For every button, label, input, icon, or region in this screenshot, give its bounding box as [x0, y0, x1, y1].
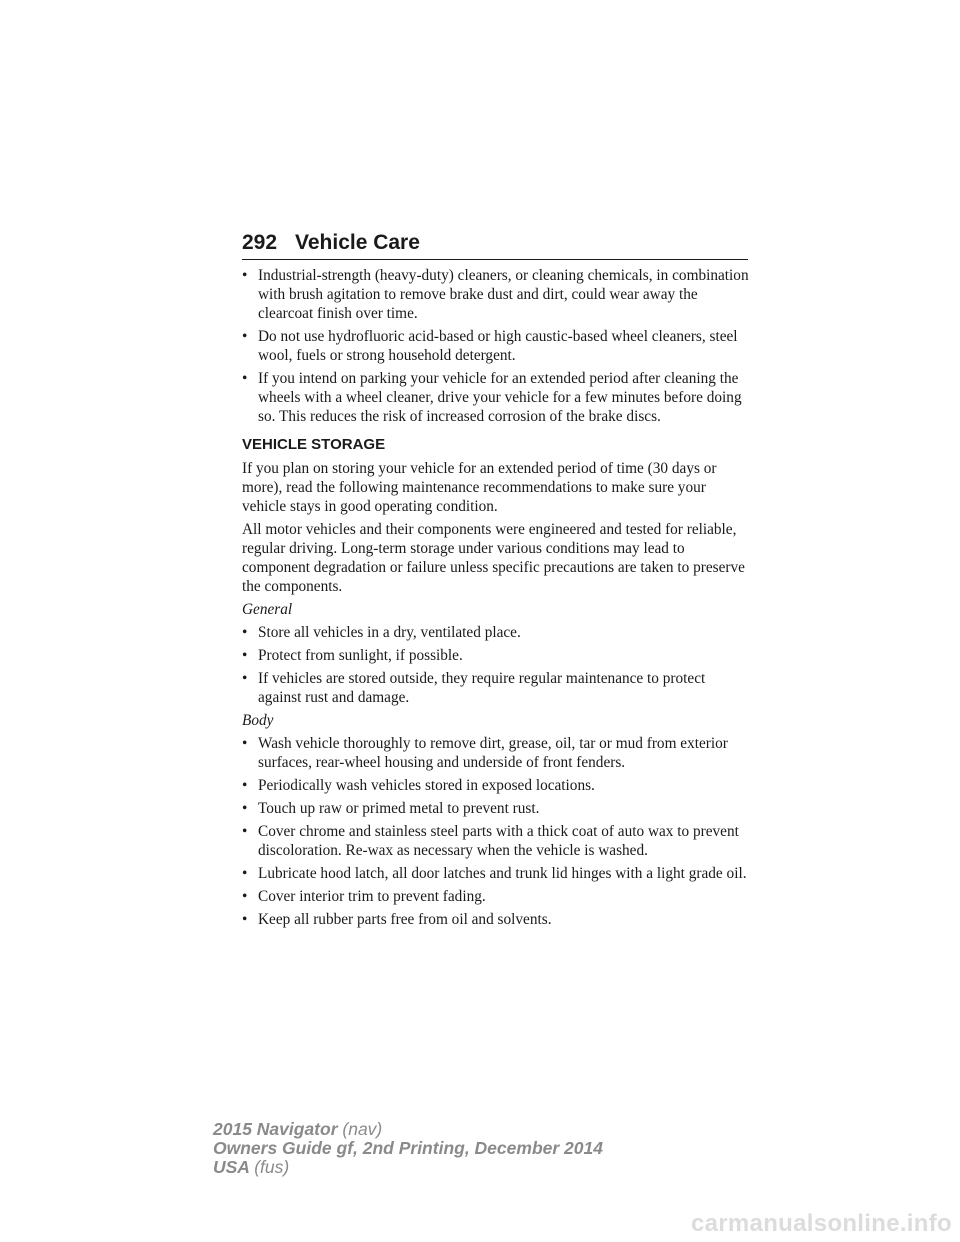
list-item — [242, 776, 752, 795]
bullet-dot: • — [242, 777, 248, 794]
bullet-text: Cover chrome and stainless steel parts with a thick coat of auto wax to prevent discoloration. Re-wax as necessary when the vehicle is washed. — [258, 823, 739, 859]
list-item — [242, 327, 752, 365]
subheading-body: Body — [242, 712, 274, 729]
bullet-dot: • — [242, 823, 248, 840]
bullet-text: Touch up raw or primed metal to prevent rust. — [258, 800, 540, 817]
page-content — [242, 266, 752, 933]
bullet-text: Cover interior trim to prevent fading. — [258, 888, 486, 905]
list-item — [242, 669, 752, 707]
list-item — [242, 910, 752, 929]
list-item — [242, 646, 752, 665]
page-number: 292 — [242, 231, 278, 254]
bullet-text: Lubricate hood latch, all door latches and trunk lid hinges with a light grade oil. — [258, 865, 747, 882]
header-rule — [242, 259, 748, 260]
list-item — [242, 822, 752, 860]
section-heading: VEHICLE STORAGE — [242, 436, 386, 453]
list-item — [242, 623, 752, 642]
footer-market: USA — [213, 1157, 250, 1177]
bullet-dot: • — [242, 865, 248, 882]
footer-line-market — [213, 1158, 603, 1177]
bullet-text: If you intend on parking your vehicle for an extended period after cleaning the wheels with a wheel cleaner, drive your vehicle for a few minutes before doing so. This reduces the risk of increased corrosion of the brake discs. — [258, 370, 742, 425]
list-item — [242, 734, 752, 772]
list-item — [242, 369, 752, 426]
bullet-dot: • — [242, 670, 248, 687]
footer-market-code: (fus) — [254, 1157, 290, 1177]
page-footer — [213, 1120, 603, 1177]
footer-guide: Owners Guide gf, 2nd Printing, December 2014 — [213, 1138, 603, 1158]
bullet-text: If vehicles are stored outside, they require regular maintenance to protect against rust and damage. — [258, 670, 706, 706]
bullet-dot: • — [242, 735, 248, 752]
footer-line-model — [213, 1120, 603, 1139]
section-title: Vehicle Care — [295, 231, 420, 254]
list-item — [242, 799, 752, 818]
bullet-dot: • — [242, 911, 248, 928]
list-item — [242, 864, 752, 883]
bullet-dot: • — [242, 624, 248, 641]
bullet-dot: • — [242, 267, 248, 284]
paragraph: If you plan on storing your vehicle for an extended period of time (30 days or more), read the following maintenance recommendations to make sure your vehicle stays in good operating condition. — [242, 460, 717, 515]
subheading-general: General — [242, 601, 293, 618]
watermark: carmanualsonline.info — [690, 1210, 952, 1237]
bullet-dot: • — [242, 888, 248, 905]
page-header — [242, 229, 748, 261]
bullet-text: Wash vehicle thoroughly to remove dirt, grease, oil, tar or mud from exterior surfaces, rear-wheel housing and underside of front fenders. — [258, 735, 728, 771]
bullet-text: Do not use hydrofluoric acid-based or high caustic-based wheel cleaners, steel wool, fuels or strong household detergent. — [258, 328, 738, 364]
bullet-text: Industrial-strength (heavy-duty) cleaners, or cleaning chemicals, in combination with brush agitation to remove brake dust and dirt, could wear away the clearcoat finish over time. — [258, 267, 749, 322]
bullet-text: Periodically wash vehicles stored in exposed locations. — [258, 777, 595, 794]
bullet-dot: • — [242, 647, 248, 664]
bullet-dot: • — [242, 328, 248, 345]
bullet-text: Protect from sunlight, if possible. — [258, 647, 463, 664]
footer-model: 2015 Navigator — [213, 1119, 338, 1139]
bullet-dot: • — [242, 800, 248, 817]
list-item — [242, 887, 752, 906]
bullet-text: Store all vehicles in a dry, ventilated place. — [258, 624, 521, 641]
bullet-dot: • — [242, 370, 248, 387]
paragraph: All motor vehicles and their components were engineered and tested for reliable, regular driving. Long-term storage under various conditions may lead to component degradation or failure unless specific precautions are taken to preserve the components. — [242, 521, 745, 595]
list-item — [242, 266, 752, 323]
footer-model-code: (nav) — [342, 1119, 383, 1139]
bullet-text: Keep all rubber parts free from oil and solvents. — [258, 911, 552, 928]
